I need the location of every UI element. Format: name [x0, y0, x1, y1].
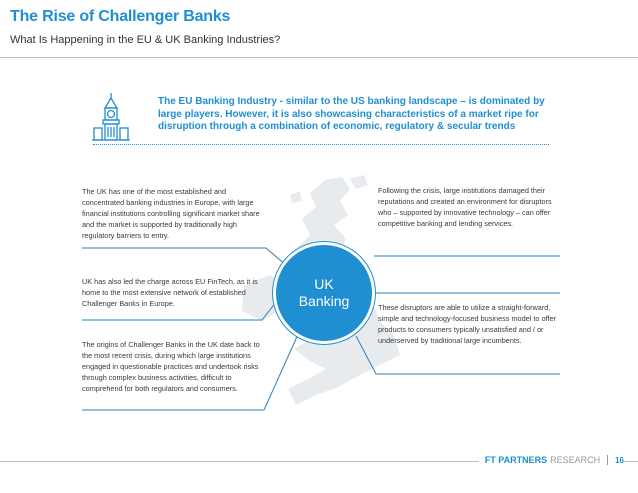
- left-text-block-2: UK has also led the charge across EU FinTech, as it is home to the most extensive network of established Challenger Banks in Europe.: [82, 277, 258, 308]
- page-number: 16: [615, 455, 624, 465]
- hub-label-line2: Banking: [298, 293, 350, 309]
- footer-separator: [607, 455, 608, 465]
- intro-statement: The EU Banking Industry - similar to the US banking landscape – is dominated by large players. However, it is also showcasing characteristics of a market ripe for disruption through a combination of economic, regulatory & secular trends: [158, 96, 545, 132]
- hub-label-line1: UK: [314, 276, 334, 292]
- page-subtitle: What Is Happening in the EU & UK Banking Industries?: [10, 34, 281, 46]
- left-text-block-3: The origins of Challenger Banks in the UK date back to the most recent crisis, during which large institutions engaged in questionable practices and undertook risks through complex business activities, difficult to comprehend for both regulators and consumers.: [82, 340, 260, 393]
- right-text-block-1: Following the crisis, large institutions damaged their reputations and created an environment for disruptors who – supported by innovative technology – can offer competitive banking and lending services.: [378, 186, 552, 228]
- page-title: The Rise of Challenger Banks: [10, 8, 231, 25]
- uk-banking-hub: [273, 242, 375, 344]
- right-text-block-2: These disruptors are able to utilize a straight-forward, simple and technology-focused business model to offer products to consumers typically unsatisfied and / or underserved by traditional large incumbents.: [378, 303, 556, 345]
- footer-research: RESEARCH: [550, 455, 601, 465]
- footer: [479, 455, 624, 465]
- footer-brand: FT PARTNERS: [484, 455, 548, 465]
- left-text-block-1: The UK has one of the most established and concentrated banking industries in Europe, with large financial institutions controlling significant market share and the market is supported by traditionally high regulatory barriers to entry.: [82, 187, 260, 240]
